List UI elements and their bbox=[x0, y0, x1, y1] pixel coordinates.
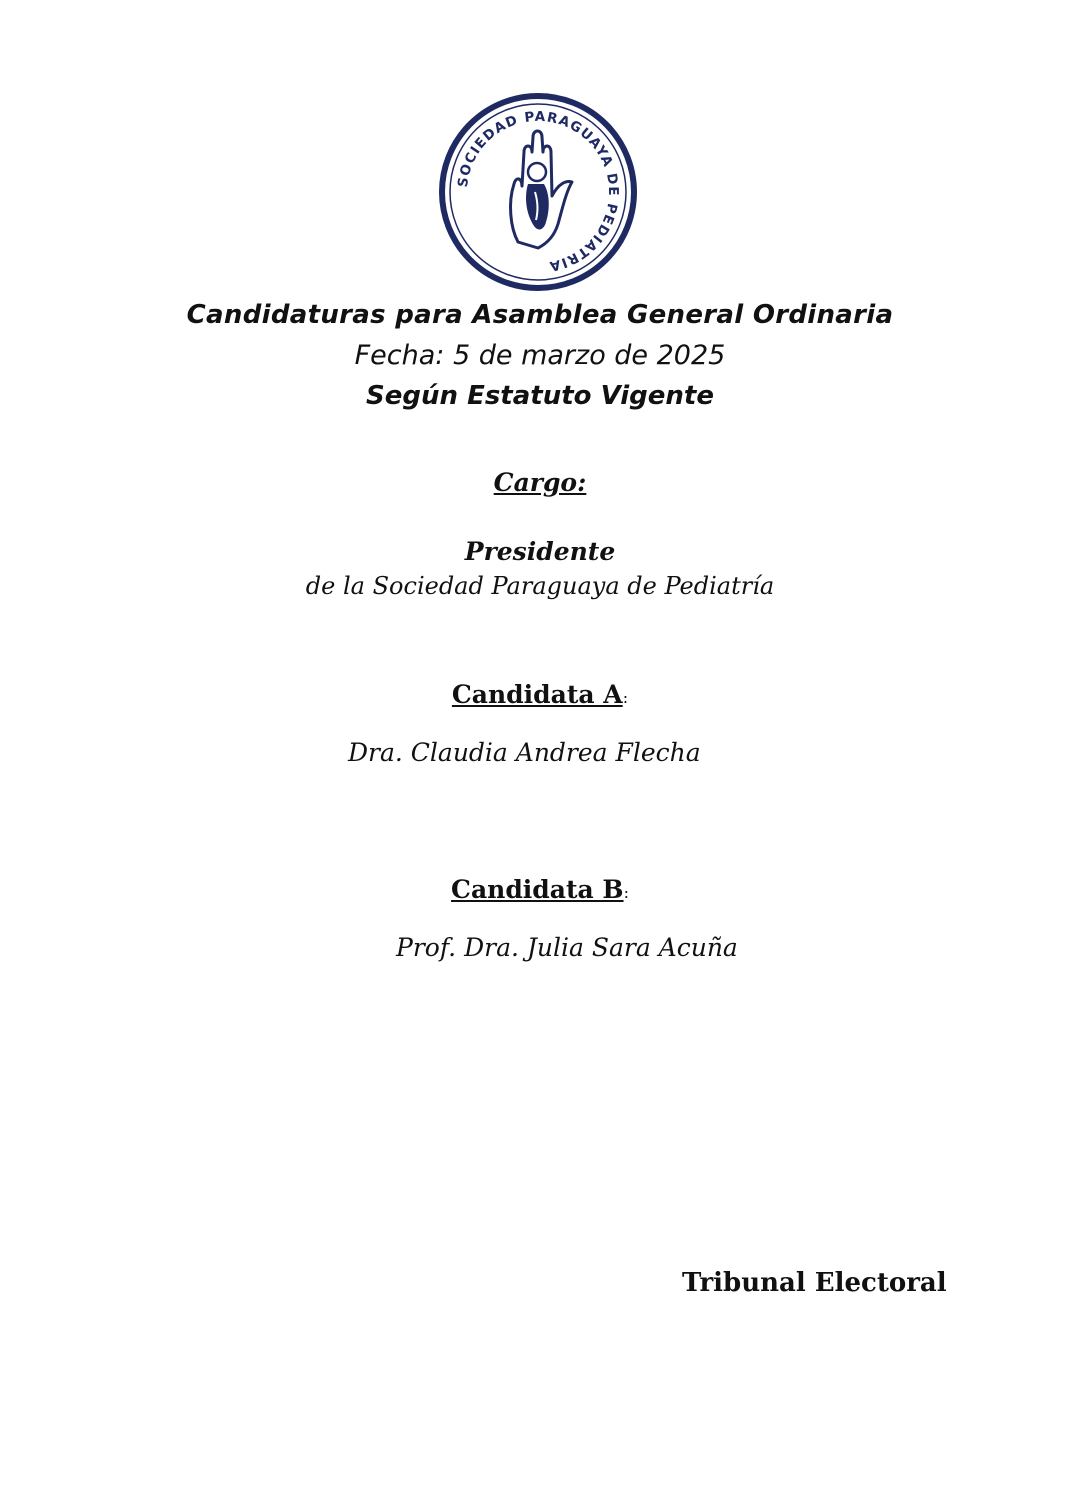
svg-text:SOCIEDAD PARAGUAYA DE PEDIATRI: SOCIEDAD PARAGUAYA DE PEDIATRIA bbox=[455, 108, 622, 275]
position-organization: de la Sociedad Paraguaya de Pediatría bbox=[305, 572, 775, 600]
society-logo bbox=[438, 92, 638, 292]
statute-note: Según Estatuto Vigente bbox=[366, 381, 714, 411]
cargo-label: Cargo: bbox=[493, 468, 587, 497]
hand-icon bbox=[511, 131, 572, 248]
candidate-a-colon: : bbox=[622, 688, 629, 707]
candidate-b-name: Prof. Dra. Julia Sara Acuña bbox=[396, 933, 738, 962]
position-title: Presidente bbox=[464, 537, 616, 566]
document-title: Candidaturas para Asamblea General Ordinaria bbox=[186, 300, 894, 330]
signature-electoral-tribunal: Tribunal Electoral bbox=[682, 1268, 947, 1298]
document-date: Fecha: 5 de marzo de 2025 bbox=[354, 340, 726, 371]
candidate-b-label-text: Candidata B bbox=[451, 875, 624, 904]
candidate-b-colon: : bbox=[623, 883, 629, 902]
candidate-a-name: Dra. Claudia Andrea Flecha bbox=[348, 738, 701, 767]
candidate-a-label bbox=[0, 680, 1080, 709]
candidate-b-label bbox=[0, 875, 1080, 904]
candidate-a-label-text: Candidata A bbox=[451, 680, 623, 709]
